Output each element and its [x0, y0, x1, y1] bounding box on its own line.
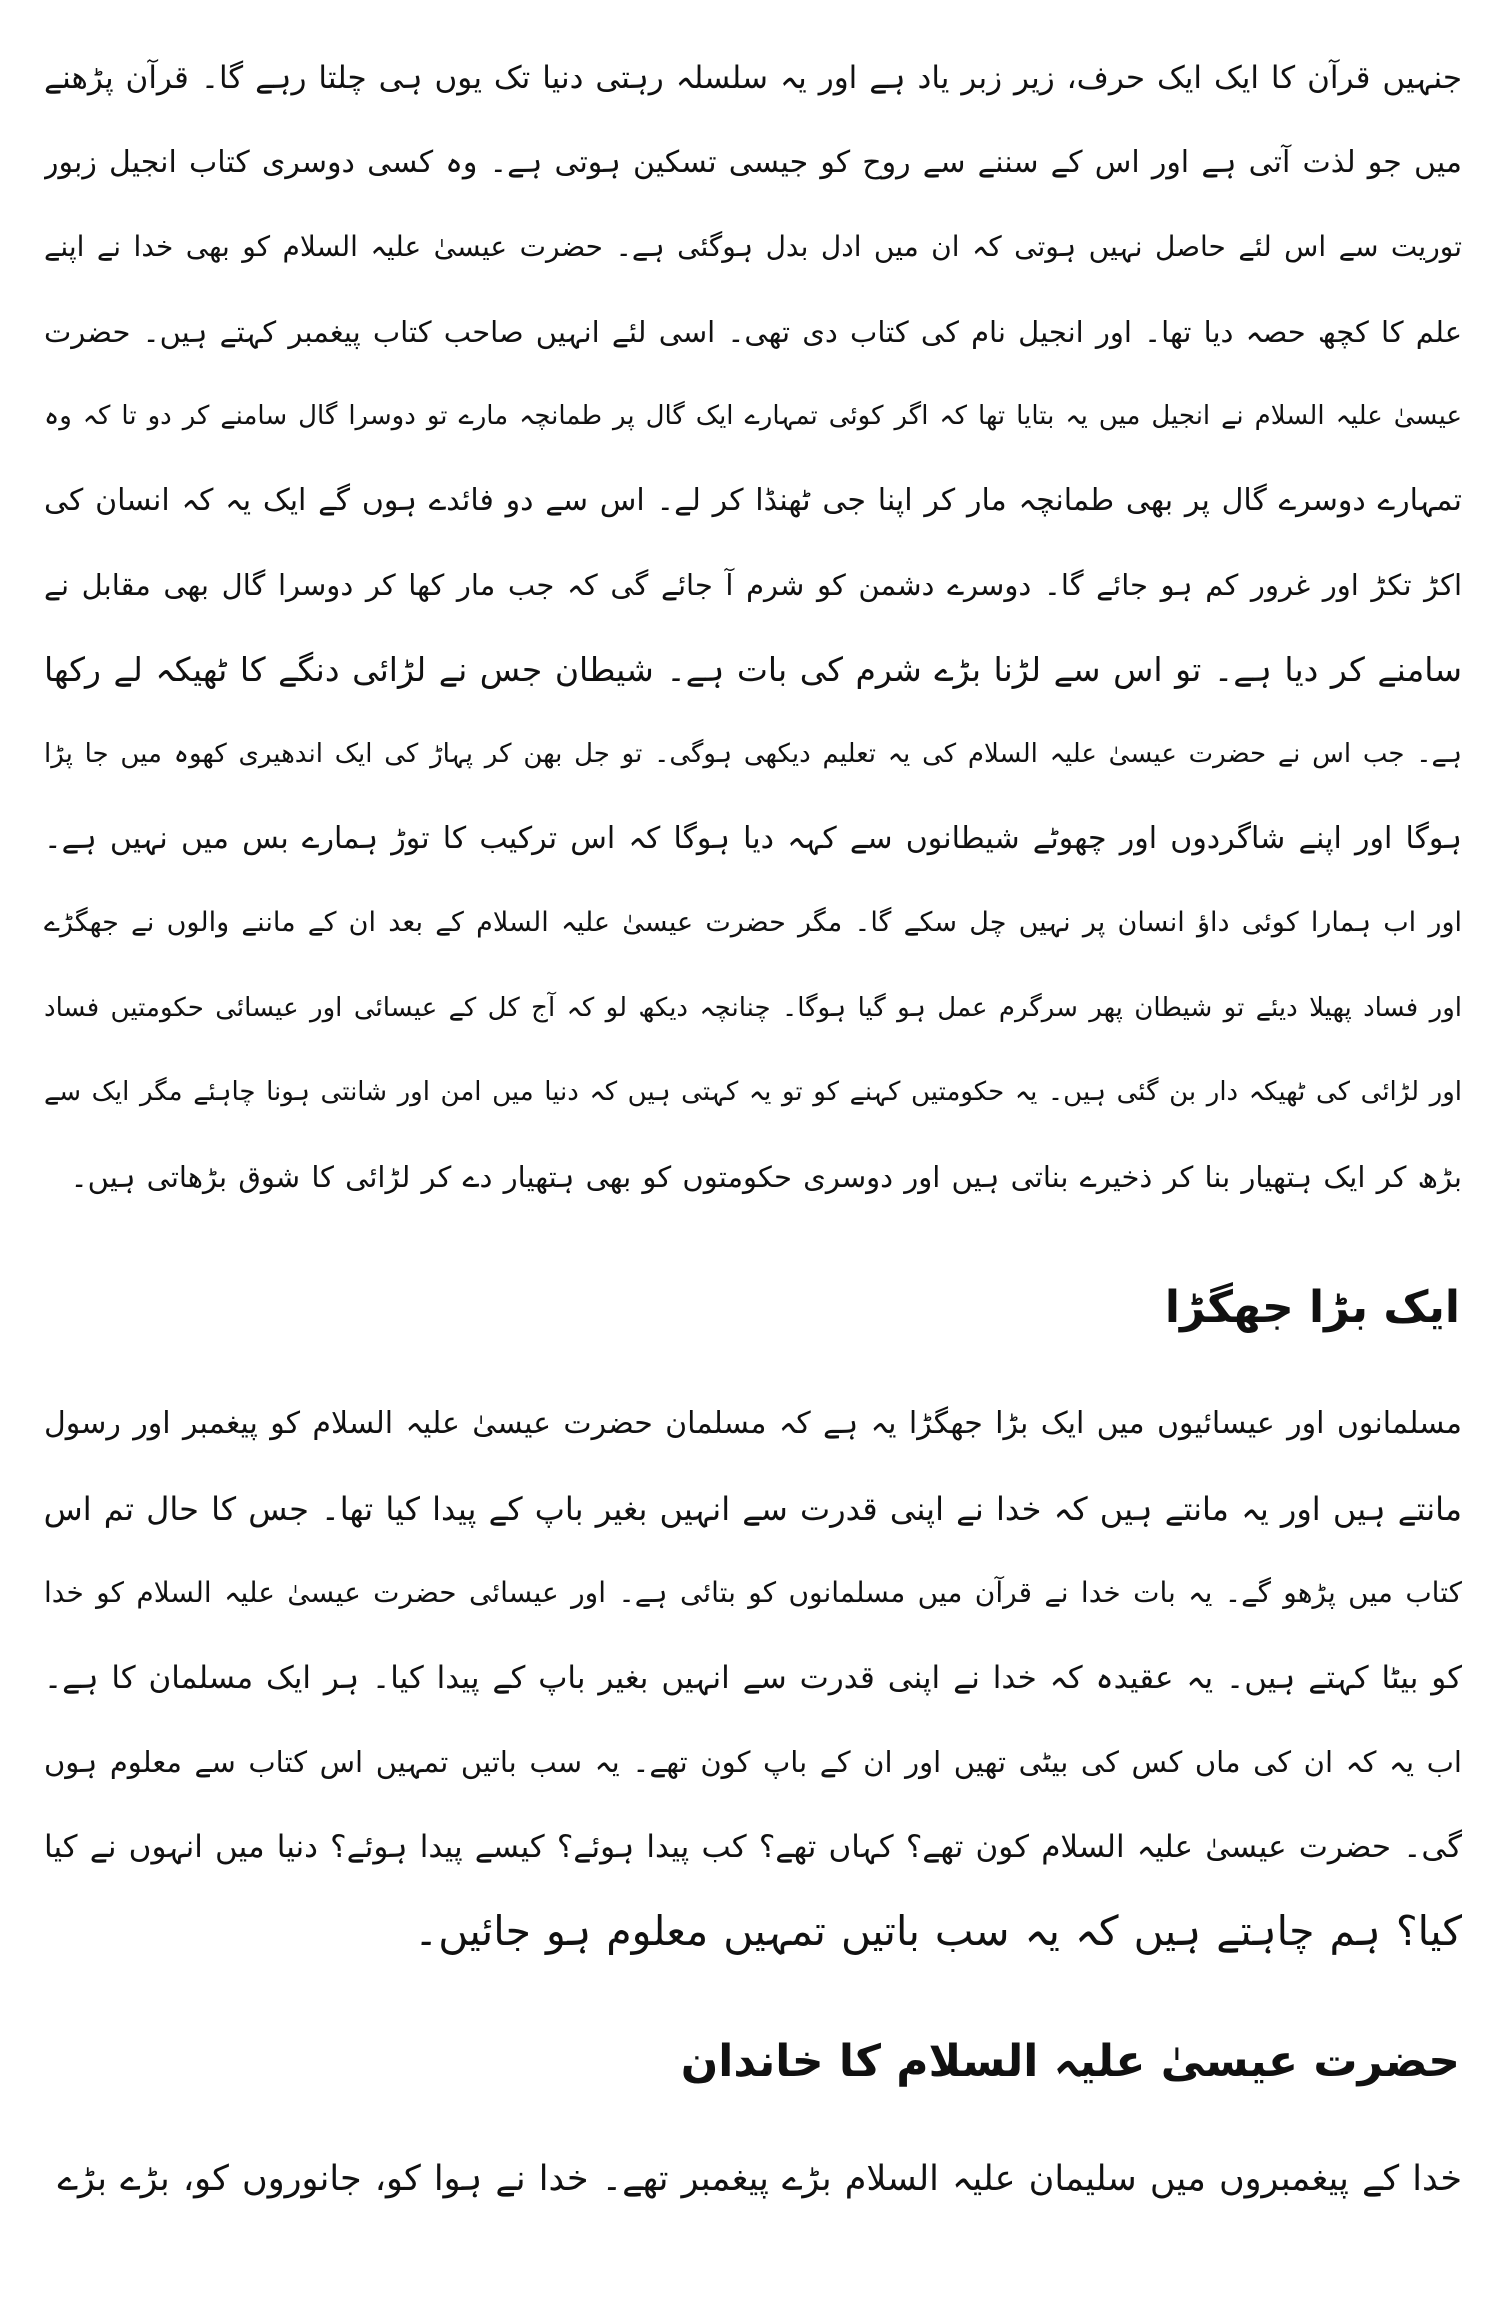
section-heading-1: ایک بڑا جھگڑا [1164, 1281, 1460, 1333]
text-line: اب یہ کہ ان کی ماں کس کی بیٹی تھیں اور ان کے باپ کون تھے۔ یہ سب باتیں تمہیں اس کتاب سے معلوم ہوں [44, 1745, 1462, 1780]
text-line: تمہارے دوسرے گال پر بھی طمانچہ مار کر اپنا جی ٹھنڈا کر لے۔ اس سے دو فائدے ہوں گے ایک یہ کہ انسان کی [44, 482, 1462, 518]
text-line: کیا؟ ہم چاہتے ہیں کہ یہ سب باتیں تمہیں معلوم ہو جائیں۔ [414, 1907, 1462, 1956]
text-line: بڑھ کر ایک ہتھیار بنا کر ذخیرے بناتی ہیں اور دوسری حکومتوں کو بھی ہتھیار دے کر لڑائی کا شوق بڑھاتی ہیں۔ [70, 1159, 1462, 1194]
text-line: میں جو لذت آتی ہے اور اس کے سننے سے روح کو جیسی تسکین ہوتی ہے۔ وہ کسی دوسری کتاب انجیل زبور [44, 144, 1462, 180]
text-line: خدا کے پیغمبروں میں سلیمان علیہ السلام بڑے پیغمبر تھے۔ خدا نے ہوا کو، جانوروں کو، بڑے بڑے [57, 2158, 1462, 2199]
text-line: اکڑ تکڑ اور غرور کم ہو جائے گا۔ دوسرے دشمن کو شرم آ جائے گی کہ جب مار کھا کر دوسرا گال بھی مقابل نے [44, 568, 1462, 602]
text-line: ہے۔ جب اس نے حضرت عیسیٰ علیہ السلام کی یہ تعلیم دیکھی ہوگی۔ تو جل بھن کر پہاڑ کی ایک اندھیری کھوہ میں جا پڑا [44, 739, 1462, 769]
text-line: توریت سے اس لئے حاصل نہیں ہوتی کہ ان میں ادل بدل ہوگئی ہے۔ حضرت عیسیٰ علیہ السلام کو بھی خدا نے اپنے [44, 230, 1462, 263]
text-line: عیسیٰ علیہ السلام نے انجیل میں یہ بتایا تھا کہ اگر کوئی تمہارے ایک گال پر طمانچہ مارے تو دوسرا گال سامنے کر دو تا کہ وہ [44, 401, 1462, 431]
text-line: مسلمانوں اور عیسائیوں میں ایک بڑا جھگڑا یہ ہے کہ مسلمان حضرت عیسیٰ علیہ السلام کو پیغمبر اور رسول [44, 1406, 1462, 1442]
section-heading-2: حضرت عیسیٰ علیہ السلام کا خاندان [680, 2036, 1460, 2088]
text-line: اور فساد پھیلا دیئے تو شیطان پھر سرگرم عمل ہو گیا ہوگا۔ چنانچہ دیکھ لو کہ آج کل کے عیسائی اور عیسائی حکومتیں فساد [44, 992, 1462, 1023]
text-line: علم کا کچھ حصہ دیا تھا۔ اور انجیل نام کی کتاب دی تھی۔ اسی لئے انہیں صاحب کتاب پیغمبر کہتے ہیں۔ حضرت [44, 314, 1462, 349]
document-page [44, 36, 1462, 2266]
text-line: کتاب میں پڑھو گے۔ یہ بات خدا نے قرآن میں مسلمانوں کو بتائی ہے۔ اور عیسائی حضرت عیسیٰ علیہ السلام کو خدا [44, 1576, 1462, 1610]
text-line: سامنے کر دیا ہے۔ تو اس سے لڑنا بڑے شرم کی بات ہے۔ شیطان جس نے لڑائی دنگے کا ٹھیکہ لے رکھا [44, 649, 1462, 689]
paragraph-section-2 [44, 1382, 1462, 1974]
text-line: گی۔ حضرت عیسیٰ علیہ السلام کون تھے؟ کہاں تھے؟ کب پیدا ہوئے؟ کیسے پیدا ہوئے؟ دنیا میں انہوں نے کیا [44, 1828, 1462, 1865]
text-line: اور لڑائی کی ٹھیکہ دار بن گئی ہیں۔ یہ حکومتیں کہنے کو تو یہ کہتی ہیں کہ دنیا میں امن اور شانتی ہونا چاہئے مگر ایک سے [44, 1077, 1462, 1107]
paragraph-section-3 [44, 2137, 1462, 2222]
text-line: ہوگا اور اپنے شاگردوں اور چھوٹے شیطانوں سے کہہ دیا ہوگا کہ اس ترکیب کا توڑ ہمارے بس میں نہیں ہے۔ [44, 820, 1462, 856]
text-line: کو بیٹا کہتے ہیں۔ یہ عقیدہ کہ خدا نے اپنی قدرت سے انہیں بغیر باپ کے پیدا کیا۔ ہر ایک مسلمان کا ہے۔ [44, 1659, 1462, 1696]
paragraph-section-1 [44, 36, 1462, 1219]
text-line: اور اب ہمارا کوئی داؤ انسان پر نہیں چل سکے گا۔ مگر حضرت عیسیٰ علیہ السلام کے بعد ان کے ماننے والوں نے جھگڑے [44, 907, 1462, 938]
text-line: مانتے ہیں اور یہ مانتے ہیں کہ خدا نے اپنی قدرت سے انہیں بغیر باپ کے پیدا کیا تھا۔ جس کا حال تم اس [44, 1489, 1462, 1528]
text-line: جنہیں قرآن کا ایک ایک حرف، زیر زبر یاد ہے اور یہ سلسلہ رہتی دنیا تک یوں ہی چلتا رہے گا۔ قرآن پڑھنے [44, 60, 1462, 96]
